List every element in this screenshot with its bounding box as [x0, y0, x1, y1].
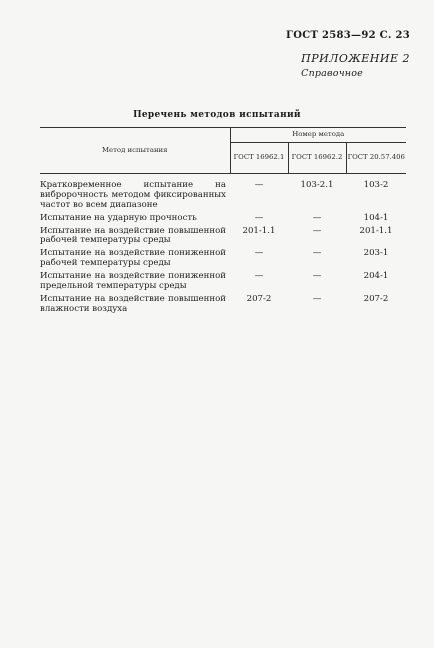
appendix-subtitle: Справочное — [301, 68, 363, 79]
row-value: — — [254, 180, 264, 190]
table-row — [40, 272, 406, 295]
appendix-title: ПРИЛОЖЕНИЕ 2 — [301, 52, 410, 65]
column-header-gost-2: ГОСТ 16962.2 — [288, 143, 346, 174]
table-row — [40, 181, 406, 214]
page-header: ГОСТ 2583—92 С. 23 — [286, 30, 410, 41]
column-header-group: Номер метода — [230, 128, 406, 143]
row-method-name: Испытание на ударную прочность — [40, 212, 197, 223]
methods-table — [40, 127, 406, 318]
table-row — [40, 214, 406, 227]
row-value: — — [312, 293, 322, 304]
row-method-name: Испытание на воздействие повышенной влажности воздуха — [40, 293, 226, 314]
row-value: 201-1.1 — [242, 225, 276, 236]
row-method-name: Испытание на воздействие повышенной рабочей температуры среды — [40, 225, 226, 246]
table-row — [40, 227, 406, 250]
row-value: — — [254, 212, 264, 223]
row-value: — — [312, 212, 322, 223]
row-value: 103-2 — [363, 180, 389, 190]
row-value: — — [312, 271, 322, 281]
column-header-gost-1: ГОСТ 16962.1 — [230, 143, 288, 174]
row-value: 207-2 — [363, 293, 389, 304]
row-value: — — [254, 271, 264, 281]
row-value: 103-2.1 — [300, 180, 334, 190]
row-value: 203-1 — [363, 248, 389, 259]
column-header-gost-3: ГОСТ 20.57.406 — [346, 143, 406, 174]
row-value: — — [312, 248, 322, 259]
row-value: 204-1 — [363, 271, 389, 281]
row-value: — — [312, 225, 322, 236]
row-method-name: Испытание на воздействие пониженной предельной температуры среды — [40, 271, 226, 291]
table-row — [40, 249, 406, 272]
row-value: 201-1.1 — [359, 225, 393, 236]
row-method-name: Испытание на воздействие пониженной рабочей температуры среды — [40, 248, 226, 269]
row-value: 207-2 — [246, 293, 272, 304]
column-header-method: Метод испытания — [40, 128, 230, 174]
table-row — [40, 295, 406, 318]
row-method-name: Кратковременное испытание на вибророчность методом фиксированных частот во всем диапазоне — [40, 180, 226, 210]
table-title: Перечень методов испытаний — [133, 110, 301, 120]
row-value: — — [254, 248, 264, 259]
row-value: 104-1 — [363, 212, 389, 223]
appendix-block — [301, 52, 410, 79]
